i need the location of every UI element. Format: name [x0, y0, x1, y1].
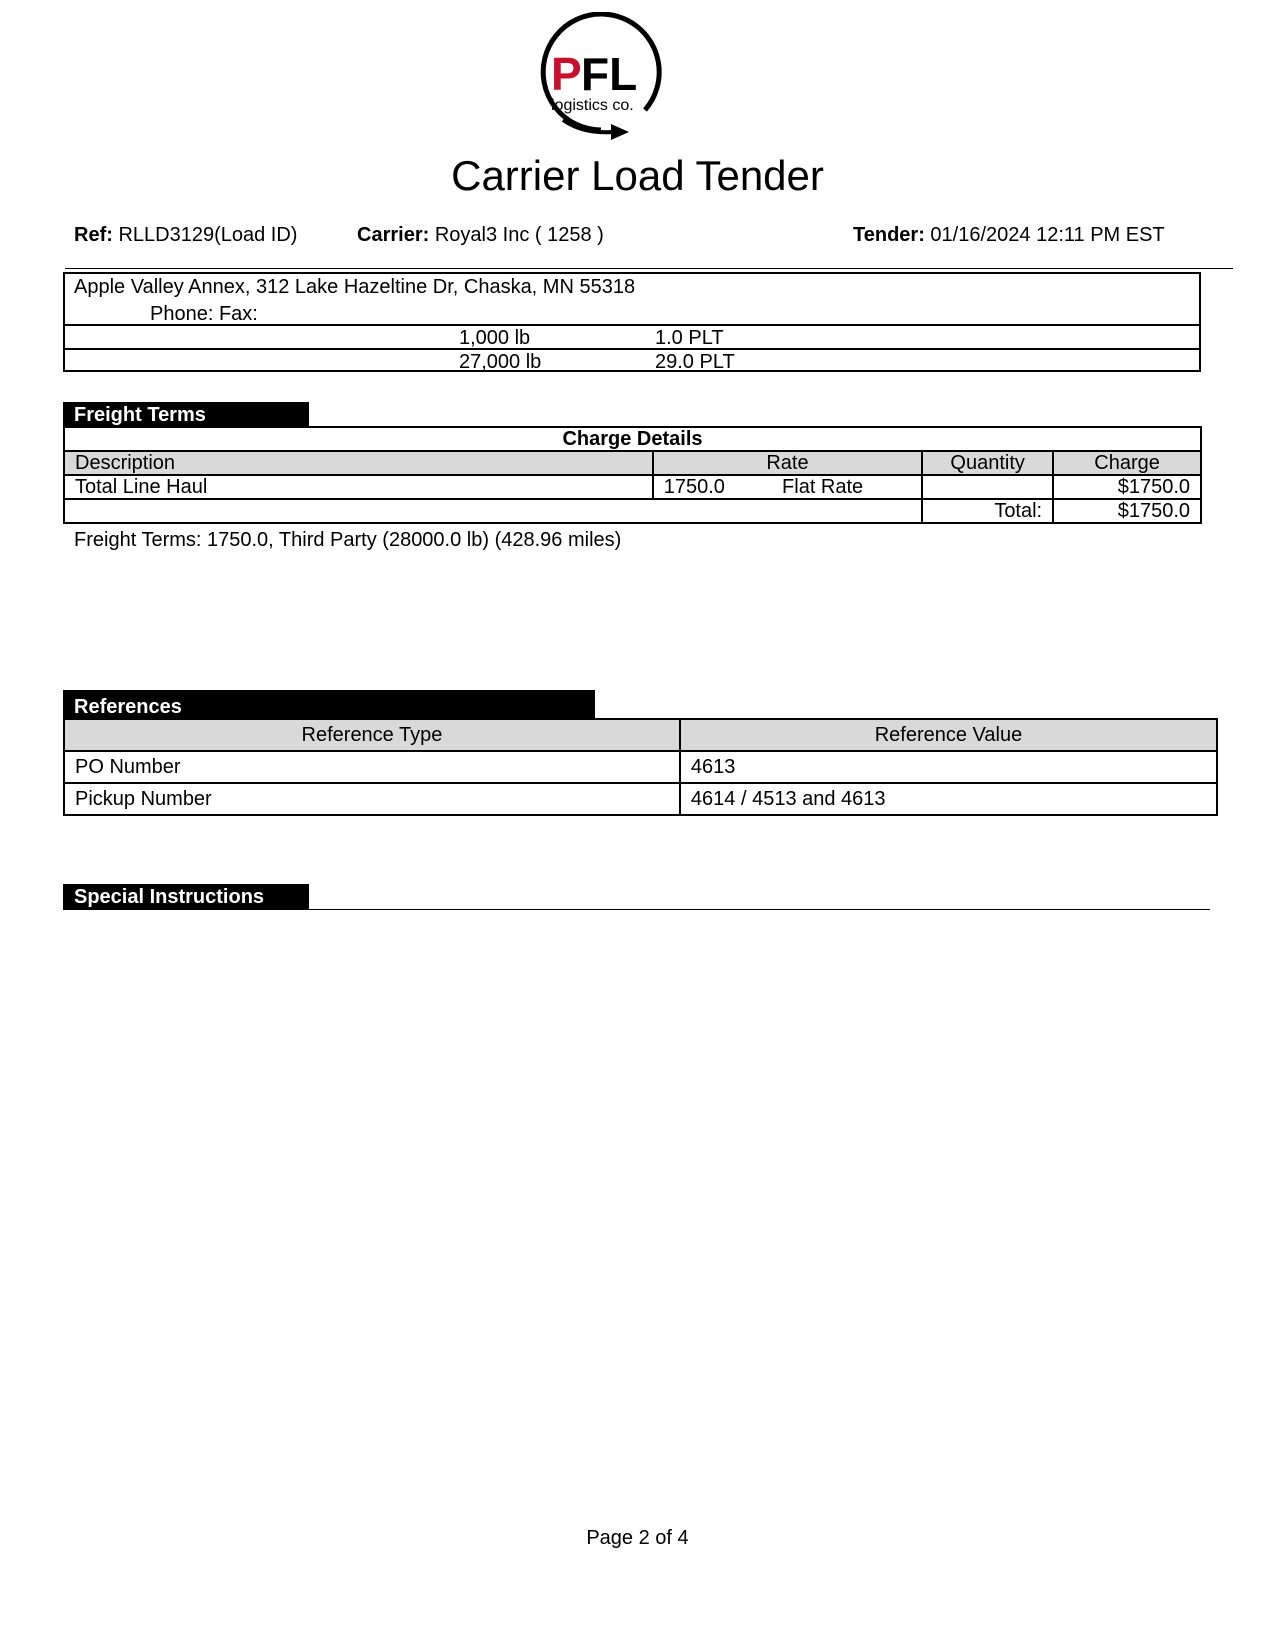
col-quantity: Quantity: [922, 451, 1053, 475]
reference-value: 4613: [680, 751, 1217, 783]
stop-phone-fax: Phone: Fax:: [150, 303, 258, 325]
table-row: [64, 475, 1201, 499]
carrier-field: [357, 222, 604, 248]
freight-terms-header: Freight Terms: [63, 402, 309, 428]
line-rate-type: Flat Rate: [782, 476, 864, 498]
carrier-value: Royal3 Inc ( 1258 ): [434, 224, 604, 246]
line-description: Total Line Haul: [64, 475, 653, 499]
stop-divider: [63, 348, 1201, 350]
stop-weight: 1,000 lb: [459, 327, 531, 349]
svg-text:logistics co.: logistics co.: [551, 97, 634, 114]
stop-pallets: 29.0 PLT: [655, 351, 735, 373]
col-description: Description: [64, 451, 653, 475]
pfl-logo: [533, 12, 669, 148]
tender-value: 01/16/2024 12:11 PM EST: [930, 224, 1165, 246]
total-value: $1750.0: [1053, 499, 1201, 523]
total-label: Total:: [922, 499, 1053, 523]
svg-text:P: P: [551, 48, 582, 100]
freight-terms-note: Freight Terms: 1750.0, Third Party (28000.0 lb) (428.96 miles): [74, 529, 622, 551]
tender-field: [853, 222, 1165, 248]
special-instructions-header: Special Instructions: [63, 884, 309, 910]
total-row: [64, 499, 1201, 523]
table-row: [64, 751, 1217, 783]
stop-address: Apple Valley Annex, 312 Lake Hazeltine Dr, Chaska, MN 55318: [74, 276, 636, 298]
references-table: [63, 718, 1218, 816]
carrier-label: Carrier:: [357, 224, 430, 246]
col-rate: Rate: [653, 451, 922, 475]
col-reference-value: Reference Value: [680, 719, 1217, 751]
table-row: [64, 783, 1217, 815]
reference-value: 4614 / 4513 and 4613: [680, 783, 1217, 815]
svg-text:FL: FL: [581, 48, 638, 100]
line-rate-cell: [653, 475, 922, 499]
charge-details-caption: Charge Details: [64, 427, 1201, 451]
ref-label: Ref:: [74, 224, 113, 246]
reference-type: PO Number: [64, 751, 680, 783]
header-divider: [65, 268, 1233, 269]
line-rate: 1750.0: [663, 476, 725, 498]
references-header: References: [63, 690, 595, 724]
stop-divider: [63, 324, 1201, 326]
col-charge: Charge: [1053, 451, 1201, 475]
reference-type: Pickup Number: [64, 783, 680, 815]
tender-label: Tender:: [853, 224, 925, 246]
ref-value: RLLD3129(Load ID): [118, 224, 298, 246]
ref-field: [74, 222, 297, 248]
line-quantity: [922, 475, 1053, 499]
charge-details-table: [63, 426, 1202, 524]
col-reference-type: Reference Type: [64, 719, 680, 751]
stop-weight: 27,000 lb: [459, 351, 542, 373]
document-title: Carrier Load Tender: [451, 152, 824, 199]
page-number: Page 2 of 4: [586, 1527, 689, 1549]
special-instructions-rule: [309, 909, 1210, 910]
stop-pallets: 1.0 PLT: [655, 327, 724, 349]
line-charge: $1750.0: [1053, 475, 1201, 499]
